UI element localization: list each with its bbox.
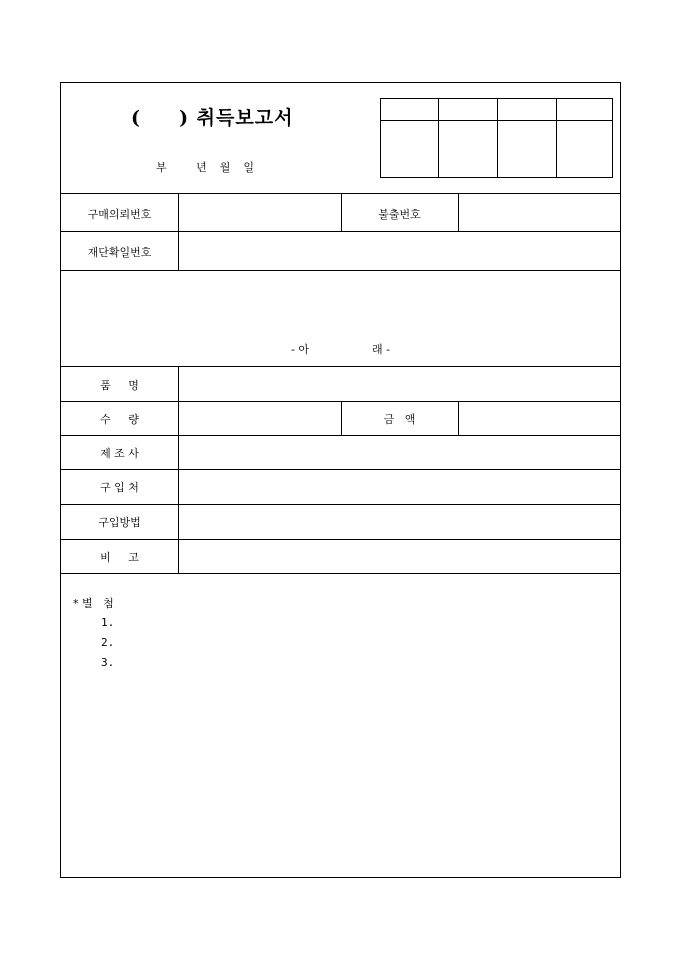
item-name-field[interactable] (179, 367, 620, 401)
approval-cell-divider (556, 99, 557, 177)
disbursement-no-label: 불출번호 (378, 208, 421, 221)
acquisition-report-form (60, 82, 621, 878)
disbursement-no-field[interactable] (459, 194, 620, 231)
quantity-field[interactable] (179, 402, 341, 435)
asset-check-no-field[interactable] (179, 232, 620, 270)
purchase-method-field[interactable] (179, 505, 620, 539)
row-divider (61, 270, 620, 271)
attachment-item: 2. (101, 636, 115, 649)
attachment-item: 3. (101, 656, 115, 669)
approval-cell-divider (438, 99, 439, 177)
purchase-request-no-field[interactable] (179, 194, 341, 231)
amount-label: 금 액 (383, 413, 416, 426)
attachment-item: 1. (101, 616, 115, 629)
vendor-label: 구 입 처 (100, 481, 139, 494)
purchase-request-no-label: 구매의뢰번호 (87, 208, 152, 221)
amount-field[interactable] (459, 402, 620, 435)
purchase-method-label: 구입방법 (98, 516, 141, 529)
memo-heading: - 아 래 - (290, 343, 391, 356)
approval-cell-divider (497, 99, 498, 177)
manufacturer-label: 제 조 사 (100, 447, 139, 460)
manufacturer-field[interactable] (179, 436, 620, 469)
department-date-line: 부 년 월 일 (156, 161, 256, 174)
vendor-field[interactable] (179, 470, 620, 504)
form-title: ( ) 취득보고서 (131, 107, 294, 129)
item-name-label: 품 명 (100, 379, 139, 392)
approval-box (380, 98, 613, 178)
row-divider (61, 573, 620, 574)
asset-check-no-label: 재단확일번호 (87, 246, 152, 259)
quantity-label: 수 량 (100, 413, 139, 426)
remarks-label: 비 고 (100, 551, 139, 564)
attachments-title: * 별 첨 (73, 597, 114, 610)
remarks-field[interactable] (179, 540, 620, 573)
